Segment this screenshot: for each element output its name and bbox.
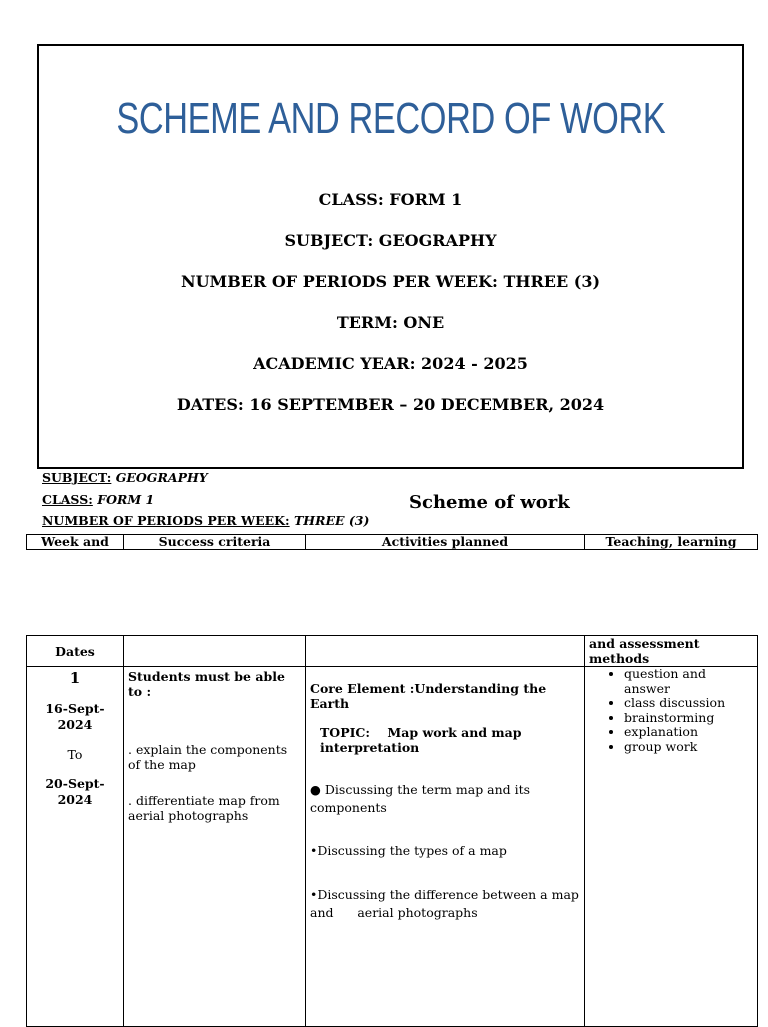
method-item: • class discussion: [624, 696, 753, 711]
methods-list: [589, 667, 753, 755]
header-cont-success: [124, 636, 306, 667]
meta-class-value: FORM 1: [97, 492, 155, 507]
meta-subject-value: GEOGRAPHY: [115, 470, 208, 485]
week-date-from: 16-Sept-2024: [45, 701, 105, 732]
cover-dates: DATES: 16 SEPTEMBER – 20 DECEMBER, 2024: [176, 395, 605, 414]
topic-label: TOPIC:: [320, 725, 370, 740]
activity-item: •Discussing the types of a map: [310, 843, 507, 858]
method-item: • brainstorming: [624, 711, 753, 726]
meta-subject: [42, 470, 208, 485]
activity-item: ● Discussing the term map and its components: [310, 782, 531, 815]
meta-periods-label: NUMBER OF PERIODS PER WEEK:: [42, 513, 290, 528]
scheme-title: Scheme of work: [409, 492, 570, 513]
meta-class: [42, 492, 154, 507]
meta-class-label: CLASS:: [42, 492, 93, 507]
success-item: . differentiate map from aerial photographs: [128, 793, 280, 823]
scheme-table-header: [26, 534, 758, 550]
success-heading: Students must be able to :: [128, 669, 285, 699]
scheme-table: [26, 635, 758, 1027]
meta-periods-value: THREE (3): [293, 513, 370, 528]
week-date-to: 20-Sept-2024: [45, 776, 105, 807]
header-cont-activities: [306, 636, 585, 667]
header-success-criteria: Success criteria: [124, 535, 306, 550]
week-to: To: [67, 747, 83, 762]
activity-item: •Discussing the difference between a map and aerial photographs: [310, 887, 583, 920]
activities-cell: [306, 667, 585, 1027]
week-number: 1: [69, 669, 81, 687]
meta-subject-label: SUBJECT:: [42, 470, 112, 485]
meta-periods: [42, 513, 369, 528]
cover-periods: NUMBER OF PERIODS PER WEEK: THREE (3): [180, 272, 601, 291]
header-activities: Activities planned: [306, 535, 585, 550]
cover-box: [37, 44, 744, 469]
table-row: [27, 667, 758, 1027]
cover-subject: SUBJECT: GEOGRAPHY: [284, 231, 497, 250]
method-item: • group work: [624, 740, 753, 755]
cover-academic-year: ACADEMIC YEAR: 2024 - 2025: [253, 354, 528, 373]
success-criteria-cell: [124, 667, 306, 1027]
header-week: Week and: [27, 535, 124, 550]
topic: [310, 725, 580, 755]
header-teaching: Teaching, learning: [585, 535, 758, 550]
cover-class: CLASS: FORM 1: [318, 190, 463, 209]
method-item: • explanation: [624, 725, 753, 740]
topic-value: Map work and map interpretation: [320, 725, 522, 755]
core-element: Core Element :Understanding the Earth: [310, 681, 547, 711]
week-cell: [27, 667, 124, 1027]
cover-term: TERM: ONE: [336, 313, 445, 332]
header-assessment-methods: and assessment methods: [585, 636, 758, 667]
header-dates: Dates: [27, 636, 124, 667]
method-item: • question and answer: [624, 667, 753, 696]
success-item: . explain the components of the map: [128, 742, 288, 772]
cover-title: SCHEME AND RECORD OF WORK: [116, 94, 666, 143]
methods-cell: [585, 667, 758, 1027]
